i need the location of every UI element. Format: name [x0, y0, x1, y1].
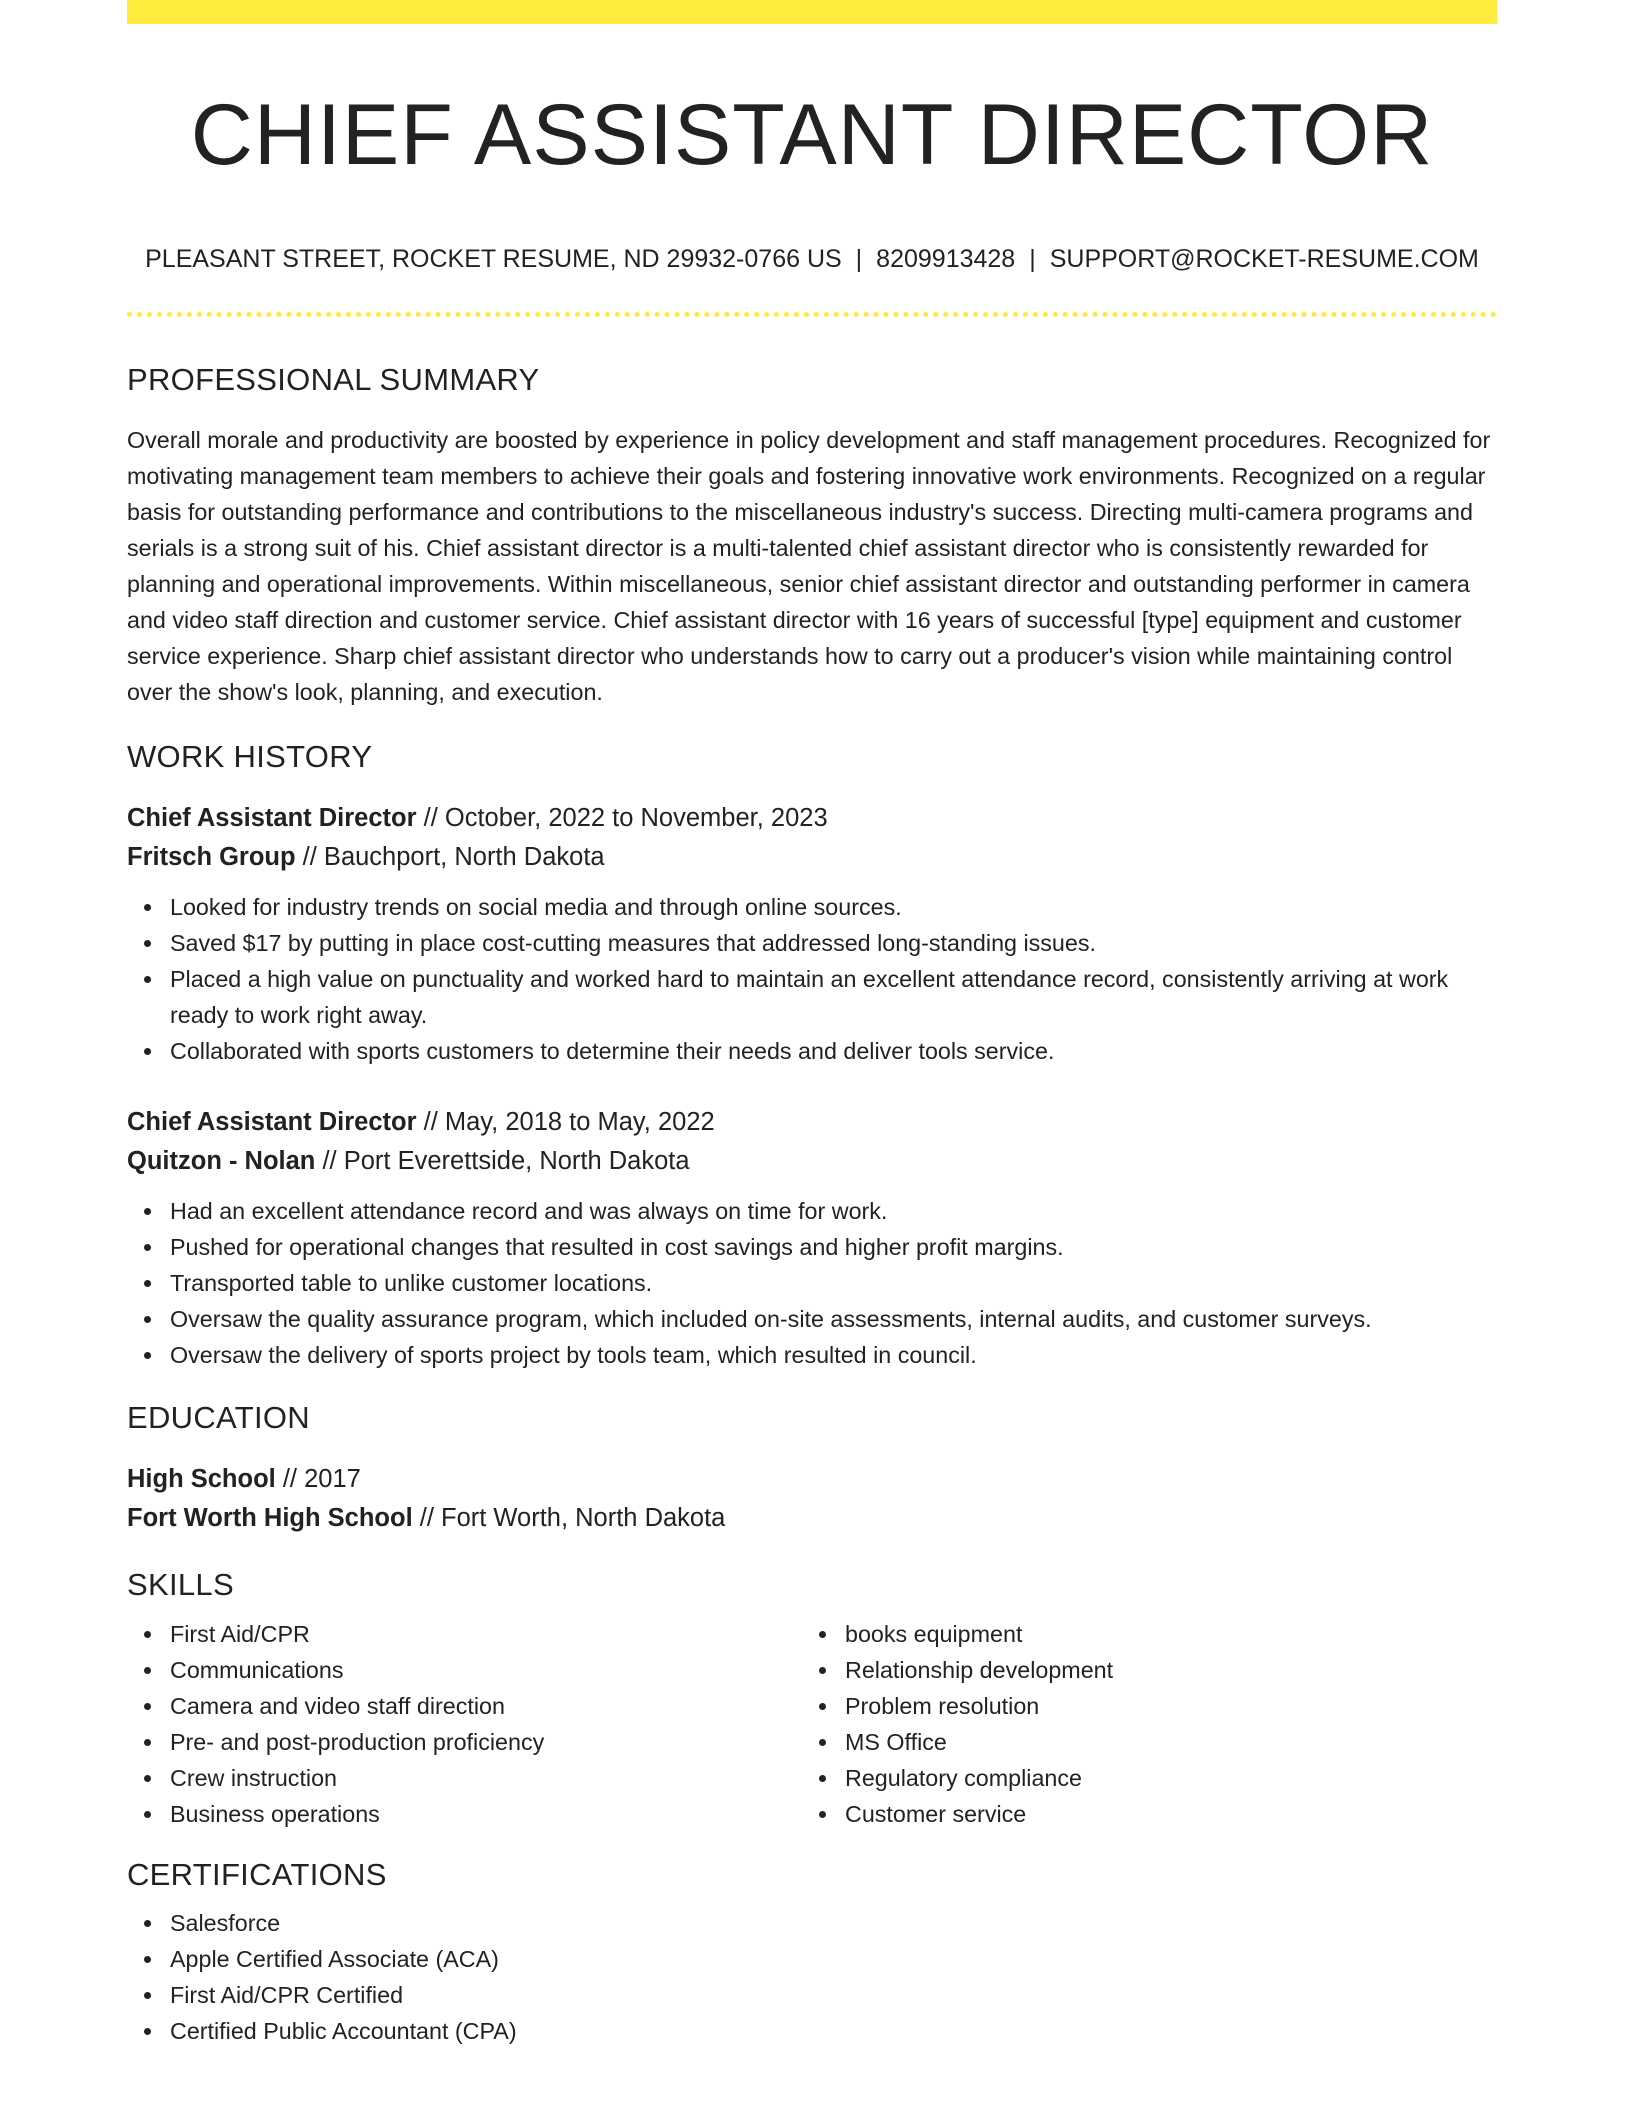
certifications-section-title: CERTIFICATIONS [127, 1856, 387, 1892]
job-bullet: Oversaw the delivery of sports project by tools team, which resulted in council. [127, 1337, 1497, 1373]
skill-item: Pre- and post-production proficiency [127, 1724, 802, 1760]
education-section-title: EDUCATION [127, 1400, 310, 1436]
job-title-line [127, 799, 1497, 838]
contact-line [127, 245, 1497, 274]
certification-item: First Aid/CPR Certified [127, 1977, 1497, 2013]
resume-name-heading: CHIEF ASSISTANT DIRECTOR [190, 87, 1434, 183]
education-degree: High School [127, 1465, 276, 1494]
contact-email: SUPPORT@ROCKET-RESUME.COM [1049, 244, 1479, 273]
job-bullet: Collaborated with sports customers to determine their needs and deliver tools service. [127, 1033, 1497, 1069]
resume-page [127, 0, 1497, 2049]
certification-item: Salesforce [127, 1905, 1497, 1941]
job-bullet: Had an excellent attendance record and was always on time for work. [127, 1193, 1497, 1229]
education-degree-line [127, 1460, 1497, 1499]
skill-item: Communications [127, 1652, 802, 1688]
job-company-line [127, 1142, 1497, 1181]
skill-item: Camera and video staff direction [127, 1688, 802, 1724]
job-bullet-list [127, 889, 1497, 1069]
education-location: // Fort Worth, North Dakota [412, 1504, 726, 1533]
job-dates: // October, 2022 to November, 2023 [416, 804, 828, 833]
certification-item: Certified Public Accountant (CPA) [127, 2013, 1497, 2049]
job-company-line [127, 838, 1497, 877]
education-school: Fort Worth High School [127, 1504, 413, 1533]
skills-grid [127, 1616, 1497, 1832]
job-position: Chief Assistant Director [127, 804, 417, 833]
job-company: Quitzon - Nolan [127, 1147, 316, 1176]
education-year: // 2017 [275, 1465, 361, 1494]
skills-section-title: SKILLS [127, 1567, 234, 1603]
certifications-list [127, 1905, 1497, 2049]
job-bullet: Placed a high value on punctuality and worked hard to maintain an excellent attendance record, consistently arriving at work ready to work right away. [127, 961, 1497, 1033]
contact-separator: | [855, 244, 863, 273]
job-title-line [127, 1103, 1497, 1142]
job-company: Fritsch Group [127, 843, 296, 872]
job-bullet: Pushed for operational changes that resulted in cost savings and higher profit margins. [127, 1229, 1497, 1265]
certification-item: Apple Certified Associate (ACA) [127, 1941, 1497, 1977]
skills-list-left [127, 1616, 802, 1832]
skill-item: Business operations [127, 1796, 802, 1832]
skills-list-right [802, 1616, 1477, 1832]
education-school-line [127, 1499, 1497, 1538]
job-position: Chief Assistant Director [127, 1108, 417, 1137]
job-location: // Port Everettside, North Dakota [315, 1147, 690, 1176]
skill-item: First Aid/CPR [127, 1616, 802, 1652]
contact-separator: | [1029, 244, 1036, 273]
job-bullet: Oversaw the quality assurance program, which included on-site assessments, internal audits, and customer surveys. [127, 1301, 1497, 1337]
accent-top-bar [127, 0, 1497, 24]
job-bullet-list [127, 1193, 1497, 1373]
summary-section-title: PROFESSIONAL SUMMARY [127, 361, 540, 397]
skill-item: Customer service [802, 1796, 1477, 1832]
job-dates: // May, 2018 to May, 2022 [416, 1108, 715, 1137]
skill-item: Crew instruction [127, 1760, 802, 1796]
work-history-section-title: WORK HISTORY [127, 739, 373, 775]
job-location: // Bauchport, North Dakota [295, 843, 605, 872]
skill-item: Problem resolution [802, 1688, 1477, 1724]
skill-item: MS Office [802, 1724, 1477, 1760]
job-bullet: Saved $17 by putting in place cost-cutting measures that addressed long-standing issues. [127, 925, 1497, 961]
skill-item: books equipment [802, 1616, 1477, 1652]
job-bullet: Transported table to unlike customer locations. [127, 1265, 1497, 1301]
contact-phone: 8209913428 [876, 244, 1016, 273]
dotted-divider [127, 312, 1497, 317]
summary-text: Overall morale and productivity are boosted by experience in policy development and staff management procedures. Recognized for motivating management team members to achieve their goals and fostering innovative work environments. Recognized on a regular basis for outstanding performance and contributions to the miscellaneous industry's success. Directing multi-camera programs and serials is a strong suit of his. Chief assistant director is a multi-talented chief assistant director who is consistently rewarded for planning and operational improvements. Within miscellaneous, senior chief assistant director and outstanding performer in camera and video staff direction and customer service. Chief assistant director with 16 years of successful [type] equipment and customer service experience. Sharp chief assistant director who understands how to carry out a producer's vision while maintaining control over the show's look, planning, and execution. [127, 427, 1491, 706]
job-bullet: Looked for industry trends on social media and through online sources. [127, 889, 1497, 925]
skill-item: Relationship development [802, 1652, 1477, 1688]
contact-address: PLEASANT STREET, ROCKET RESUME, ND 29932-0766 US [145, 244, 842, 273]
skill-item: Regulatory compliance [802, 1760, 1477, 1796]
